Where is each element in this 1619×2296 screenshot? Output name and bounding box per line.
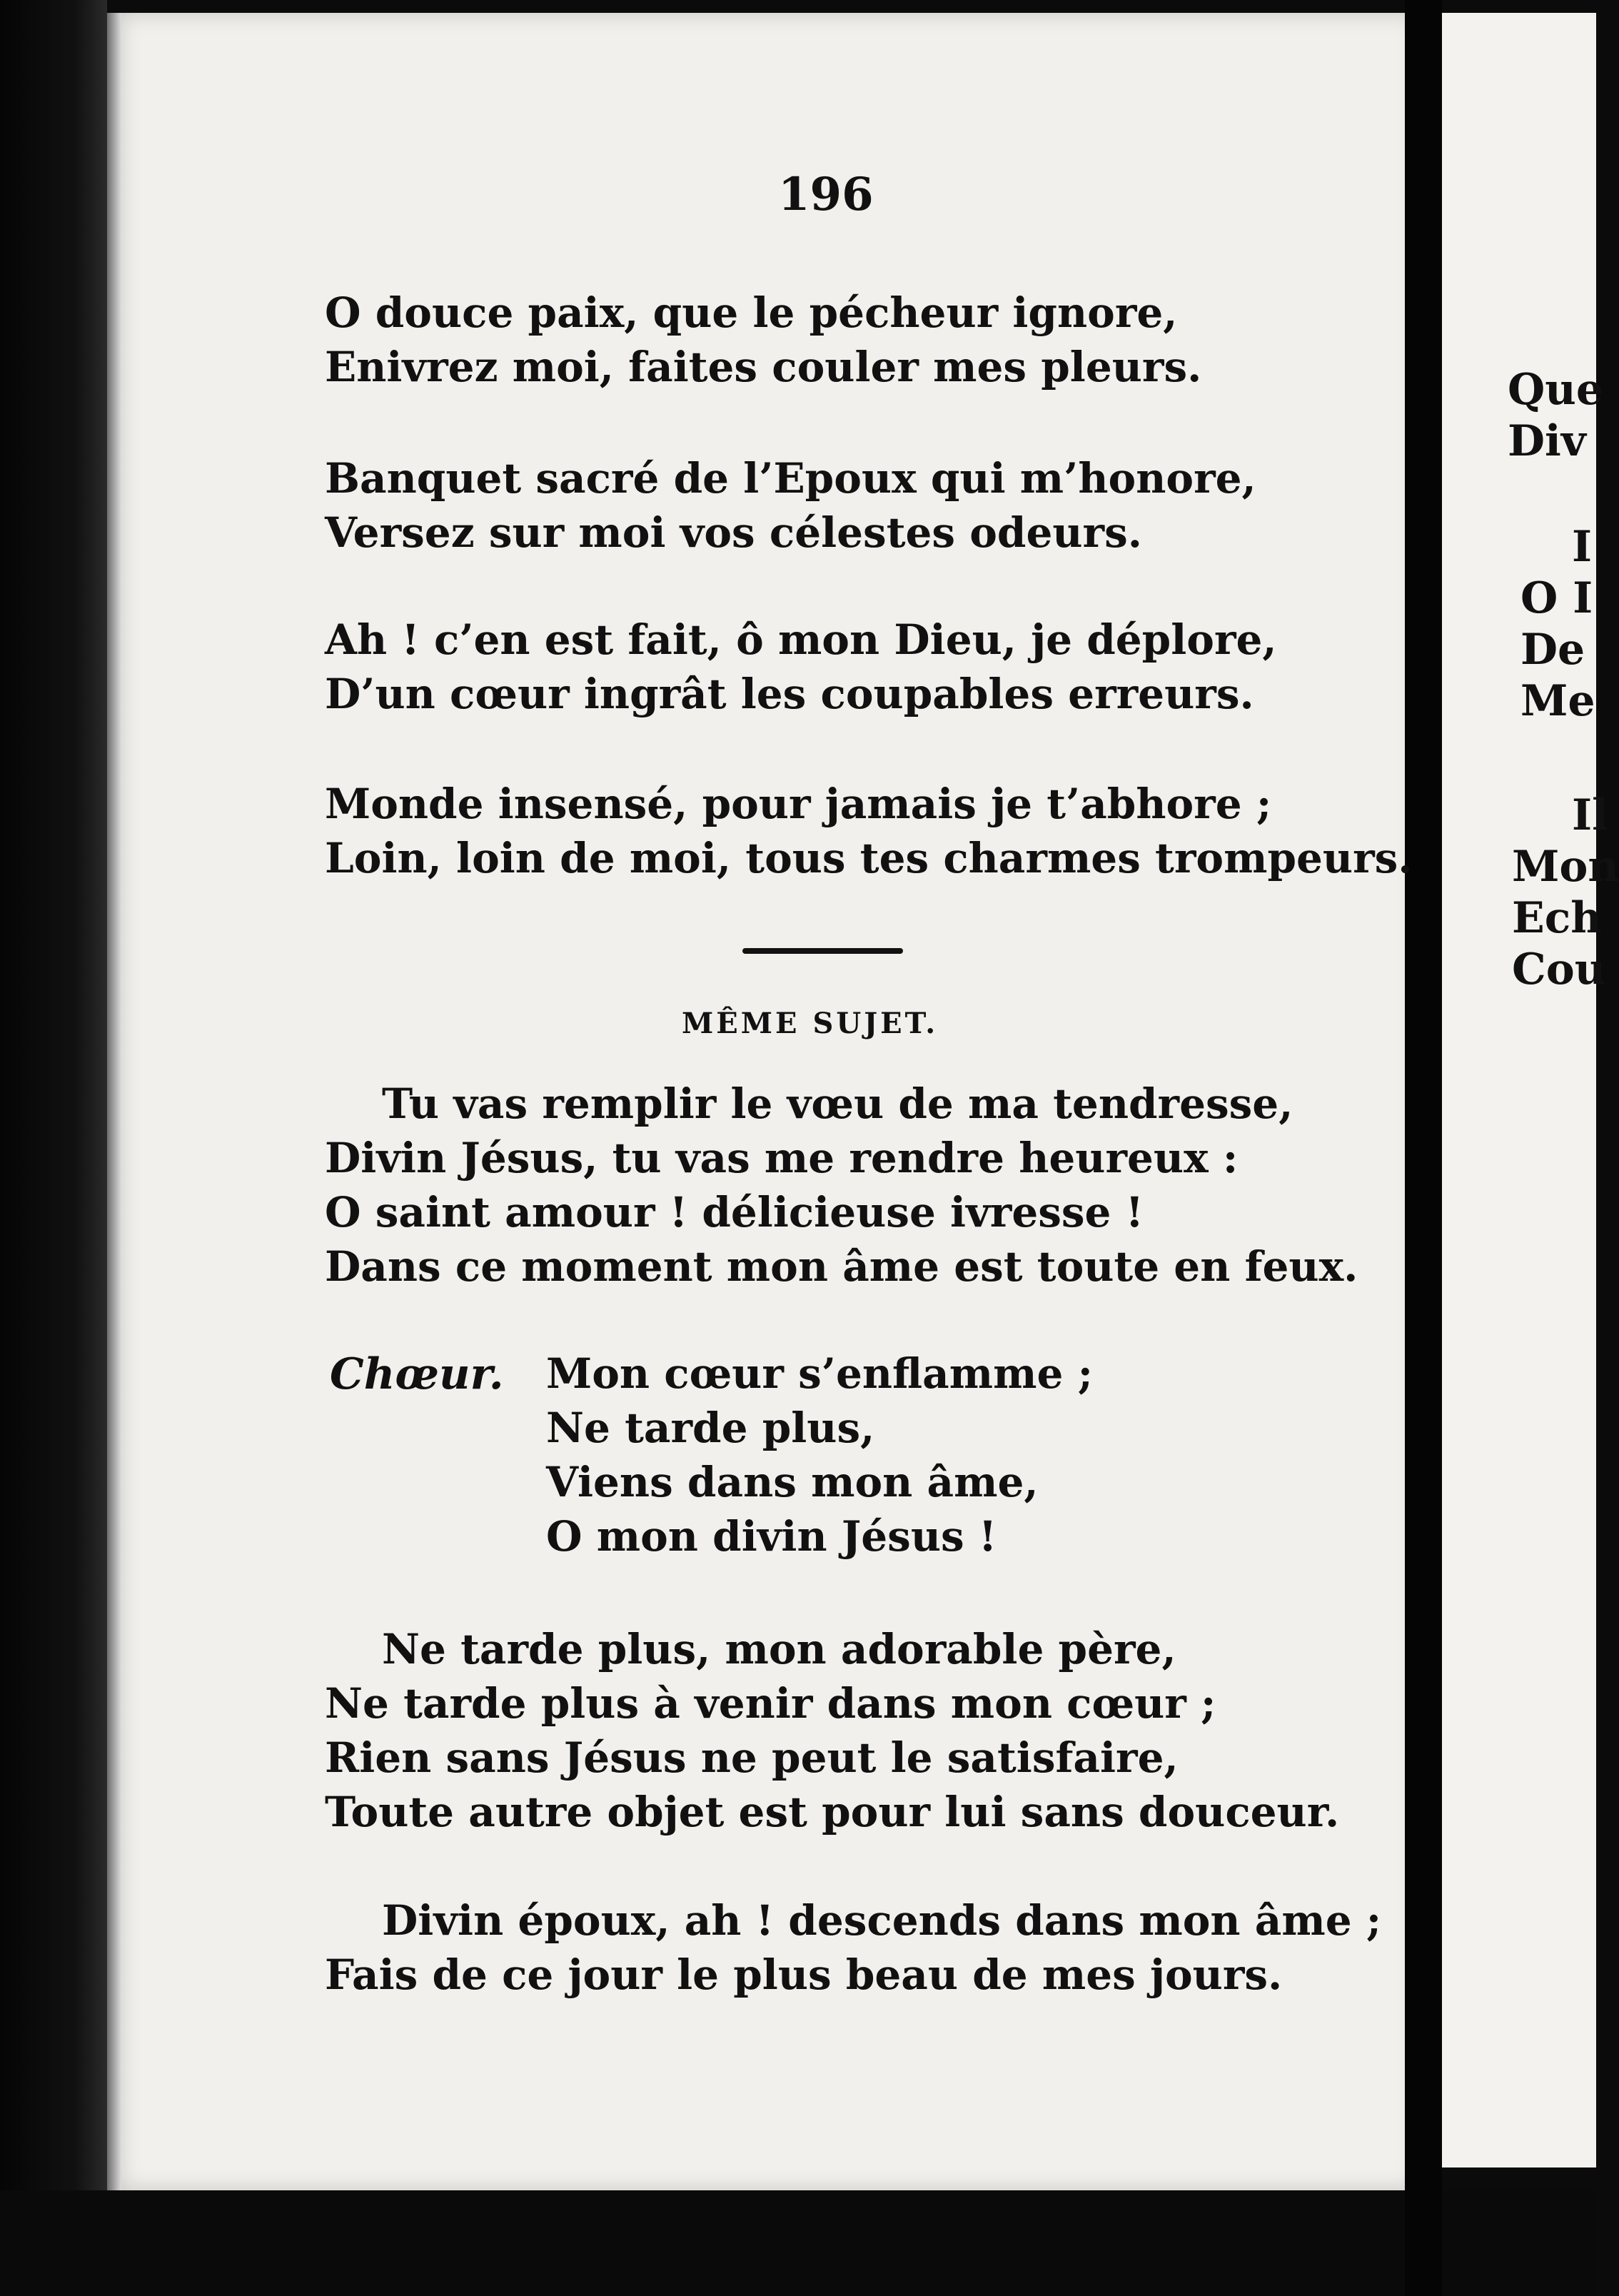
fragment-line: Mon xyxy=(1512,842,1619,892)
next-page-text-a xyxy=(1508,364,1603,467)
verse-line: Monde insensé, pour jamais je t’abhore ; xyxy=(325,780,1272,828)
chorus-line: Ne tarde plus, xyxy=(546,1404,875,1452)
verse-3 xyxy=(325,1893,1381,2002)
verse-line: O douce paix, que le pécheur ignore, xyxy=(325,288,1178,337)
fragment-line: O I xyxy=(1520,573,1593,623)
stanza-1 xyxy=(325,286,1201,394)
fragment-line: I xyxy=(1572,522,1593,572)
verse-line: D’un cœur ingrât les coupables erreurs. xyxy=(325,670,1254,718)
verse-line: Versez sur moi vos célestes odeurs. xyxy=(325,508,1142,557)
verse-line: Divin Jésus, tu vas me rendre heureux : xyxy=(325,1134,1239,1182)
verse-line: Enivrez moi, faites couler mes pleurs. xyxy=(325,343,1202,391)
verse-line: Dans ce moment mon âme est toute en feux. xyxy=(325,1242,1358,1291)
verse-2 xyxy=(325,1622,1339,1839)
fragment-line: Il xyxy=(1572,790,1608,840)
verse-line: Divin époux, ah ! descends dans mon âme ; xyxy=(382,1896,1382,1945)
fragment-line: Div xyxy=(1508,416,1586,466)
verse-line: Ne tarde plus à venir dans mon cœur ; xyxy=(325,1679,1216,1728)
verse-line: Loin, loin de moi, tous tes charmes trompeurs. xyxy=(325,834,1413,882)
fragment-line: Cou xyxy=(1512,945,1606,995)
verse-line: Rien sans Jésus ne peut le satisfaire, xyxy=(325,1733,1179,1782)
stanza-2 xyxy=(325,451,1256,560)
scan-left-border xyxy=(0,0,107,2296)
page-number: 196 xyxy=(778,168,874,221)
next-page-edge xyxy=(1442,13,1596,2167)
chorus-line: Viens dans mon âme, xyxy=(546,1458,1039,1506)
section-title: MÊME SUJET. xyxy=(682,1007,939,1040)
book-gutter xyxy=(1405,0,1442,2296)
stanza-4 xyxy=(325,777,1413,885)
chorus-line: Mon cœur s’enflamme ; xyxy=(546,1349,1094,1398)
verse-line: O saint amour ! délicieuse ivresse ! xyxy=(325,1188,1144,1237)
next-page-text-c xyxy=(1508,790,1619,995)
fragment-line: Ech xyxy=(1512,893,1602,943)
page-binding-shadow xyxy=(107,13,121,2190)
chorus xyxy=(546,1346,1093,1564)
chorus-label: Chœur. xyxy=(330,1349,504,1399)
scan-bottom-border xyxy=(0,2190,1596,2296)
fragment-line: Que xyxy=(1508,365,1604,415)
verse-line: Ne tarde plus, mon adorable père, xyxy=(382,1625,1176,1673)
fragment-line: Me xyxy=(1520,676,1595,726)
chorus-line: O mon divin Jésus ! xyxy=(546,1512,997,1561)
verse-line: Ah ! c’en est fait, ô mon Dieu, je déplore, xyxy=(325,615,1277,664)
verse-1 xyxy=(325,1077,1358,1294)
verse-line: Fais de ce jour le plus beau de mes jours. xyxy=(325,1950,1283,1999)
verse-line: Tu vas remplir le vœu de ma tendresse, xyxy=(382,1079,1293,1128)
fragment-line: De xyxy=(1520,625,1585,675)
stanza-3 xyxy=(325,613,1277,721)
next-page-text-b xyxy=(1508,521,1595,727)
section-divider xyxy=(742,948,903,954)
verse-line: Banquet sacré de l’Epoux qui m’honore, xyxy=(325,454,1256,503)
verse-line: Toute autre objet est pour lui sans douceur. xyxy=(325,1788,1340,1836)
